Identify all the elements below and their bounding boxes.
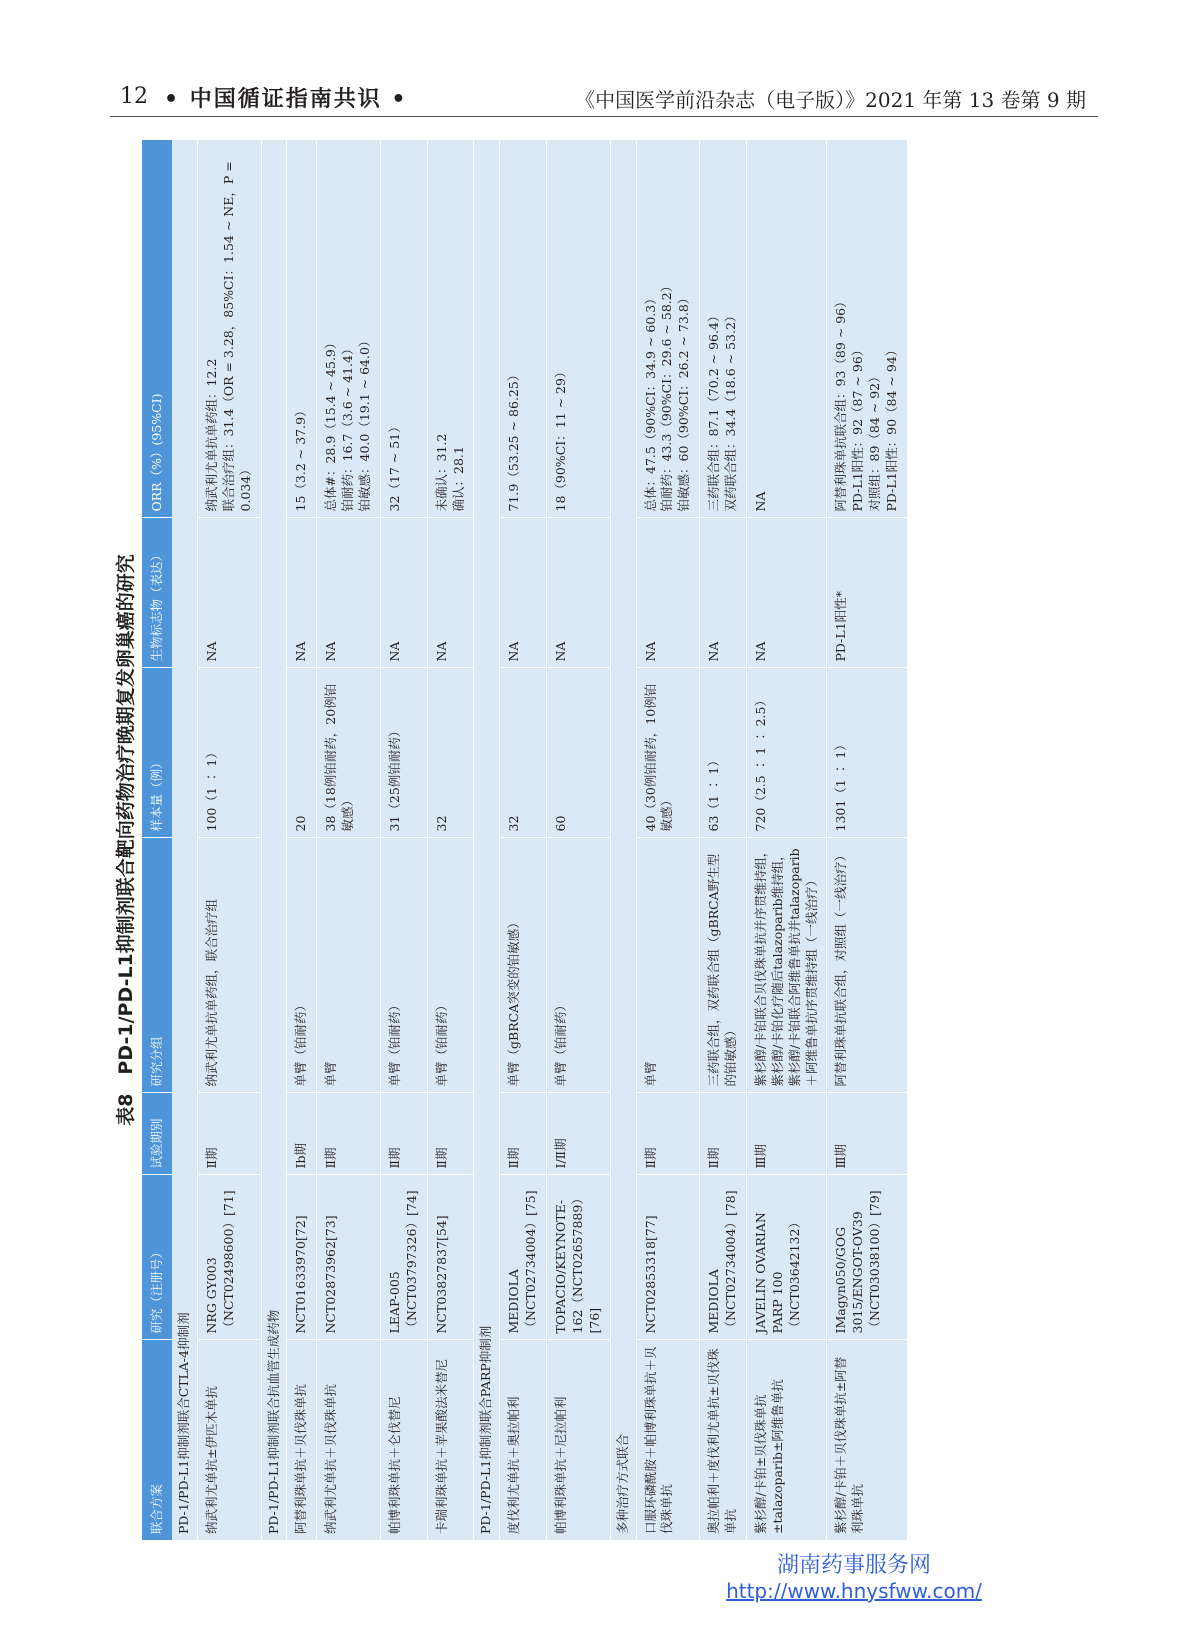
cell-biomarker: NA xyxy=(547,518,611,668)
cell-orr: 纳武利尤单抗单药组：12.2 联合治疗组：31.4（OR = 3.28，85%CI：1.54 ~ NE，P = 0.034） xyxy=(197,140,261,518)
table-row xyxy=(427,140,474,1540)
cell-regimen: 纳武利尤单抗＋贝伐珠单抗 xyxy=(317,1340,381,1540)
header-regimen: 联合方案 xyxy=(142,1340,172,1540)
cell-biomarker: PD-L1阳性* xyxy=(827,518,908,668)
cell-regimen: 纳武利尤单抗±伊匹木单抗 xyxy=(197,1340,261,1540)
cell-biomarker: NA xyxy=(317,518,381,668)
cell-orr: 总体#：28.9（15.4 ~ 45.9） 铂耐药：16.7（3.6 ~ 41.4） 铂敏感：40.0（19.1 ~ 64.0） xyxy=(317,140,381,518)
cell-sample-size: 32 xyxy=(500,668,547,838)
cell-regimen: 阿替利珠单抗＋贝伐珠单抗 xyxy=(287,1340,317,1540)
table-row xyxy=(636,140,700,1540)
cell-biomarker: NA xyxy=(197,518,261,668)
cell-phase: Ⅰb期 xyxy=(287,1093,317,1175)
page-number: 12 xyxy=(120,84,148,109)
group-title: PD-1/PD-L1抑制剂联合抗血管生成药物 xyxy=(261,140,287,1540)
cell-phase: Ⅲ期 xyxy=(827,1093,908,1175)
header-phase: 试验期别 xyxy=(142,1093,172,1175)
cell-orr: 未确认：31.2 确认：28.1 xyxy=(427,140,474,518)
table-row xyxy=(746,140,827,1540)
cell-study: MEDIOLA（NCT02734004）[78] xyxy=(700,1175,747,1340)
cell-sample-size: 20 xyxy=(287,668,317,838)
table-row xyxy=(500,140,547,1540)
cell-study: NCT02853318[77] xyxy=(636,1175,700,1340)
rotated-table xyxy=(110,140,1030,1540)
cell-orr: 三药联合组：87.1（70.2 ~ 96.4） 双药联合组：34.4（18.6 ~ 53.2） xyxy=(700,140,747,518)
cell-study: NRG GY003（NCT02498600）[71] xyxy=(197,1175,261,1340)
cell-sample-size: 63（1 ∶ 1） xyxy=(700,668,747,838)
watermark xyxy=(704,1548,1004,1603)
cell-arms: 单臂（铂耐药） xyxy=(380,838,427,1093)
cell-study: IMagyn050/GOG 3015/ENGOT-OV39（NCT03038100）[79] xyxy=(827,1175,908,1340)
cell-sample-size: 31（25例铂耐药） xyxy=(380,668,427,838)
header-sample-size: 样本量（例） xyxy=(142,668,172,838)
cell-study: NCT01633970[72] xyxy=(287,1175,317,1340)
cell-phase: Ⅱ期 xyxy=(427,1093,474,1175)
cell-arms: 单臂（铂耐药） xyxy=(287,838,317,1093)
cell-sample-size: 720（2.5 ∶ 1 ∶ 2.5） xyxy=(746,668,827,838)
cell-orr: 32（17 ~ 51） xyxy=(380,140,427,518)
cell-biomarker: NA xyxy=(500,518,547,668)
table-caption: 表8 PD-1/PD-L1抑制剂联合靶向药物治疗晚期复发卵巢癌的研究 xyxy=(115,554,137,1126)
table-header-row xyxy=(142,140,172,1540)
cell-regimen: 帕博利珠单抗＋尼拉帕利 xyxy=(547,1340,611,1540)
table-row xyxy=(827,140,908,1540)
table-group-row xyxy=(261,140,287,1540)
table-row xyxy=(700,140,747,1540)
cell-study: JAVELIN OVARIAN PARP 100（NCT03642132） xyxy=(746,1175,827,1340)
cell-sample-size: 40（30例铂耐药，10例铂敏感） xyxy=(636,668,700,838)
cell-orr: 总体：47.5（90%CI：34.9 ~ 60.3） 铂耐药：43.3（90%CI：29.6 ~ 58.2） 铂敏感：60（90%CI：26.2 ~ 73.8） xyxy=(636,140,700,518)
cell-sample-size: 100（1 ∶ 1） xyxy=(197,668,261,838)
group-title: PD-1/PD-L1抑制剂联合CTLA-4抑制剂 xyxy=(172,140,197,1540)
cell-orr: 71.9（53.25 ~ 86.25） xyxy=(500,140,547,518)
cell-sample-size: 38（18例铂耐药，20例铂敏感） xyxy=(317,668,381,838)
cell-phase: Ⅱ期 xyxy=(700,1093,747,1175)
table-row xyxy=(380,140,427,1540)
cell-phase: Ⅱ期 xyxy=(380,1093,427,1175)
cell-arms: 单臂（铂耐药） xyxy=(427,838,474,1093)
cell-biomarker: NA xyxy=(427,518,474,668)
journal-title: 《中国医学前沿杂志（电子版）》2021 年第 13 卷第 9 期 xyxy=(575,88,1086,112)
cell-regimen: 奥拉帕利＋度伐利尤单抗±贝伐珠单抗 xyxy=(700,1340,747,1540)
cell-regimen: 度伐利尤单抗＋奥拉帕利 xyxy=(500,1340,547,1540)
cell-study: NCT03827837[54] xyxy=(427,1175,474,1340)
cell-orr: NA xyxy=(746,140,827,518)
cell-orr: 阿替利珠单抗联合组：93（89 ~ 96） PD-L1阳性：92（87 ~ 96） 对照组：89（84 ~ 92） PD-L1阳性：90（84 ~ 94） xyxy=(827,140,908,518)
cell-study: TOPACIO/KEYNOTE-162（NCT02657889）[76] xyxy=(547,1175,611,1340)
study-table xyxy=(142,140,908,1541)
cell-arms: 单臂 xyxy=(636,838,700,1093)
page-header xyxy=(110,82,1098,117)
cell-orr: 18（90%CI：11 ~ 29） xyxy=(547,140,611,518)
cell-regimen: 紫杉醇/卡铂±贝伐珠单抗±talazoparib±阿维鲁单抗 xyxy=(746,1340,827,1540)
group-title: PD-1/PD-L1抑制剂联合PARP抑制剂 xyxy=(474,140,500,1540)
cell-study: LEAP-005（NCT03797326）[74] xyxy=(380,1175,427,1340)
cell-biomarker: NA xyxy=(636,518,700,668)
cell-study: MEDIOLA（NCT02734004）[75] xyxy=(500,1175,547,1340)
watermark-url[interactable]: http://www.hnysfww.com/ xyxy=(726,1579,982,1603)
cell-study: NCT02873962[73] xyxy=(317,1175,381,1340)
table-row xyxy=(317,140,381,1540)
cell-phase: Ⅱ期 xyxy=(636,1093,700,1175)
rotated-table-region xyxy=(110,140,1030,1540)
table-row xyxy=(287,140,317,1540)
cell-regimen: 紫杉醇/卡铂＋贝伐珠单抗±阿替利珠单抗 xyxy=(827,1340,908,1540)
cell-phase: Ⅱ期 xyxy=(317,1093,381,1175)
cell-sample-size: 32 xyxy=(427,668,474,838)
cell-biomarker: NA xyxy=(380,518,427,668)
header-orr: ORR（%）(95%CI) xyxy=(142,140,172,518)
cell-biomarker: NA xyxy=(287,518,317,668)
cell-phase: Ⅲ期 xyxy=(746,1093,827,1175)
cell-phase: Ⅰ/Ⅱ期 xyxy=(547,1093,611,1175)
cell-arms: 阿替利珠单抗联合组，对照组（一线治疗） xyxy=(827,838,908,1093)
cell-regimen: 帕博利珠单抗＋仑伐替尼 xyxy=(380,1340,427,1540)
header-study: 研究（注册号） xyxy=(142,1175,172,1340)
table-group-row xyxy=(172,140,197,1540)
cell-arms: 紫杉醇/卡铂联合贝伐珠单抗并序贯维持组，紫杉醇/卡铂化疗随后talazoparib维持组，紫杉醇/卡铂联合阿维鲁单抗并talazoparib＋阿维鲁单抗序贯维持组（一线治疗） xyxy=(746,838,827,1093)
column-title: • 中国循证指南共识 • xyxy=(164,87,408,112)
cell-phase: Ⅱ期 xyxy=(500,1093,547,1175)
cell-arms: 单臂（gBRCA突变的铂敏感） xyxy=(500,838,547,1093)
table-group-row xyxy=(474,140,500,1540)
table-row xyxy=(547,140,611,1540)
cell-arms: 纳武利尤单抗单药组，联合治疗组 xyxy=(197,838,261,1093)
table-row xyxy=(197,140,261,1540)
watermark-name: 湖南药事服务网 xyxy=(776,1553,931,1578)
header-biomarker: 生物标志物（表达） xyxy=(142,518,172,668)
cell-regimen: 口服环磷酰胺＋帕博利珠单抗＋贝伐珠单抗 xyxy=(636,1340,700,1540)
cell-biomarker: NA xyxy=(746,518,827,668)
cell-arms: 单臂 xyxy=(317,838,381,1093)
cell-sample-size: 1301（1 ∶ 1） xyxy=(827,668,908,838)
cell-orr: 15（3.2 ~ 37.9） xyxy=(287,140,317,518)
cell-sample-size: 60 xyxy=(547,668,611,838)
cell-arms: 三药联合组，双药联合组（gBRCA野生型的铂敏感） xyxy=(700,838,747,1093)
cell-biomarker: NA xyxy=(700,518,747,668)
table-group-row xyxy=(610,140,636,1540)
cell-phase: Ⅱ期 xyxy=(197,1093,261,1175)
cell-regimen: 卡瑞利珠单抗＋苹果酸法米替尼 xyxy=(427,1340,474,1540)
header-arms: 研究分组 xyxy=(142,838,172,1093)
group-title: 多种治疗方式联合 xyxy=(610,140,636,1540)
cell-arms: 单臂（铂耐药） xyxy=(547,838,611,1093)
